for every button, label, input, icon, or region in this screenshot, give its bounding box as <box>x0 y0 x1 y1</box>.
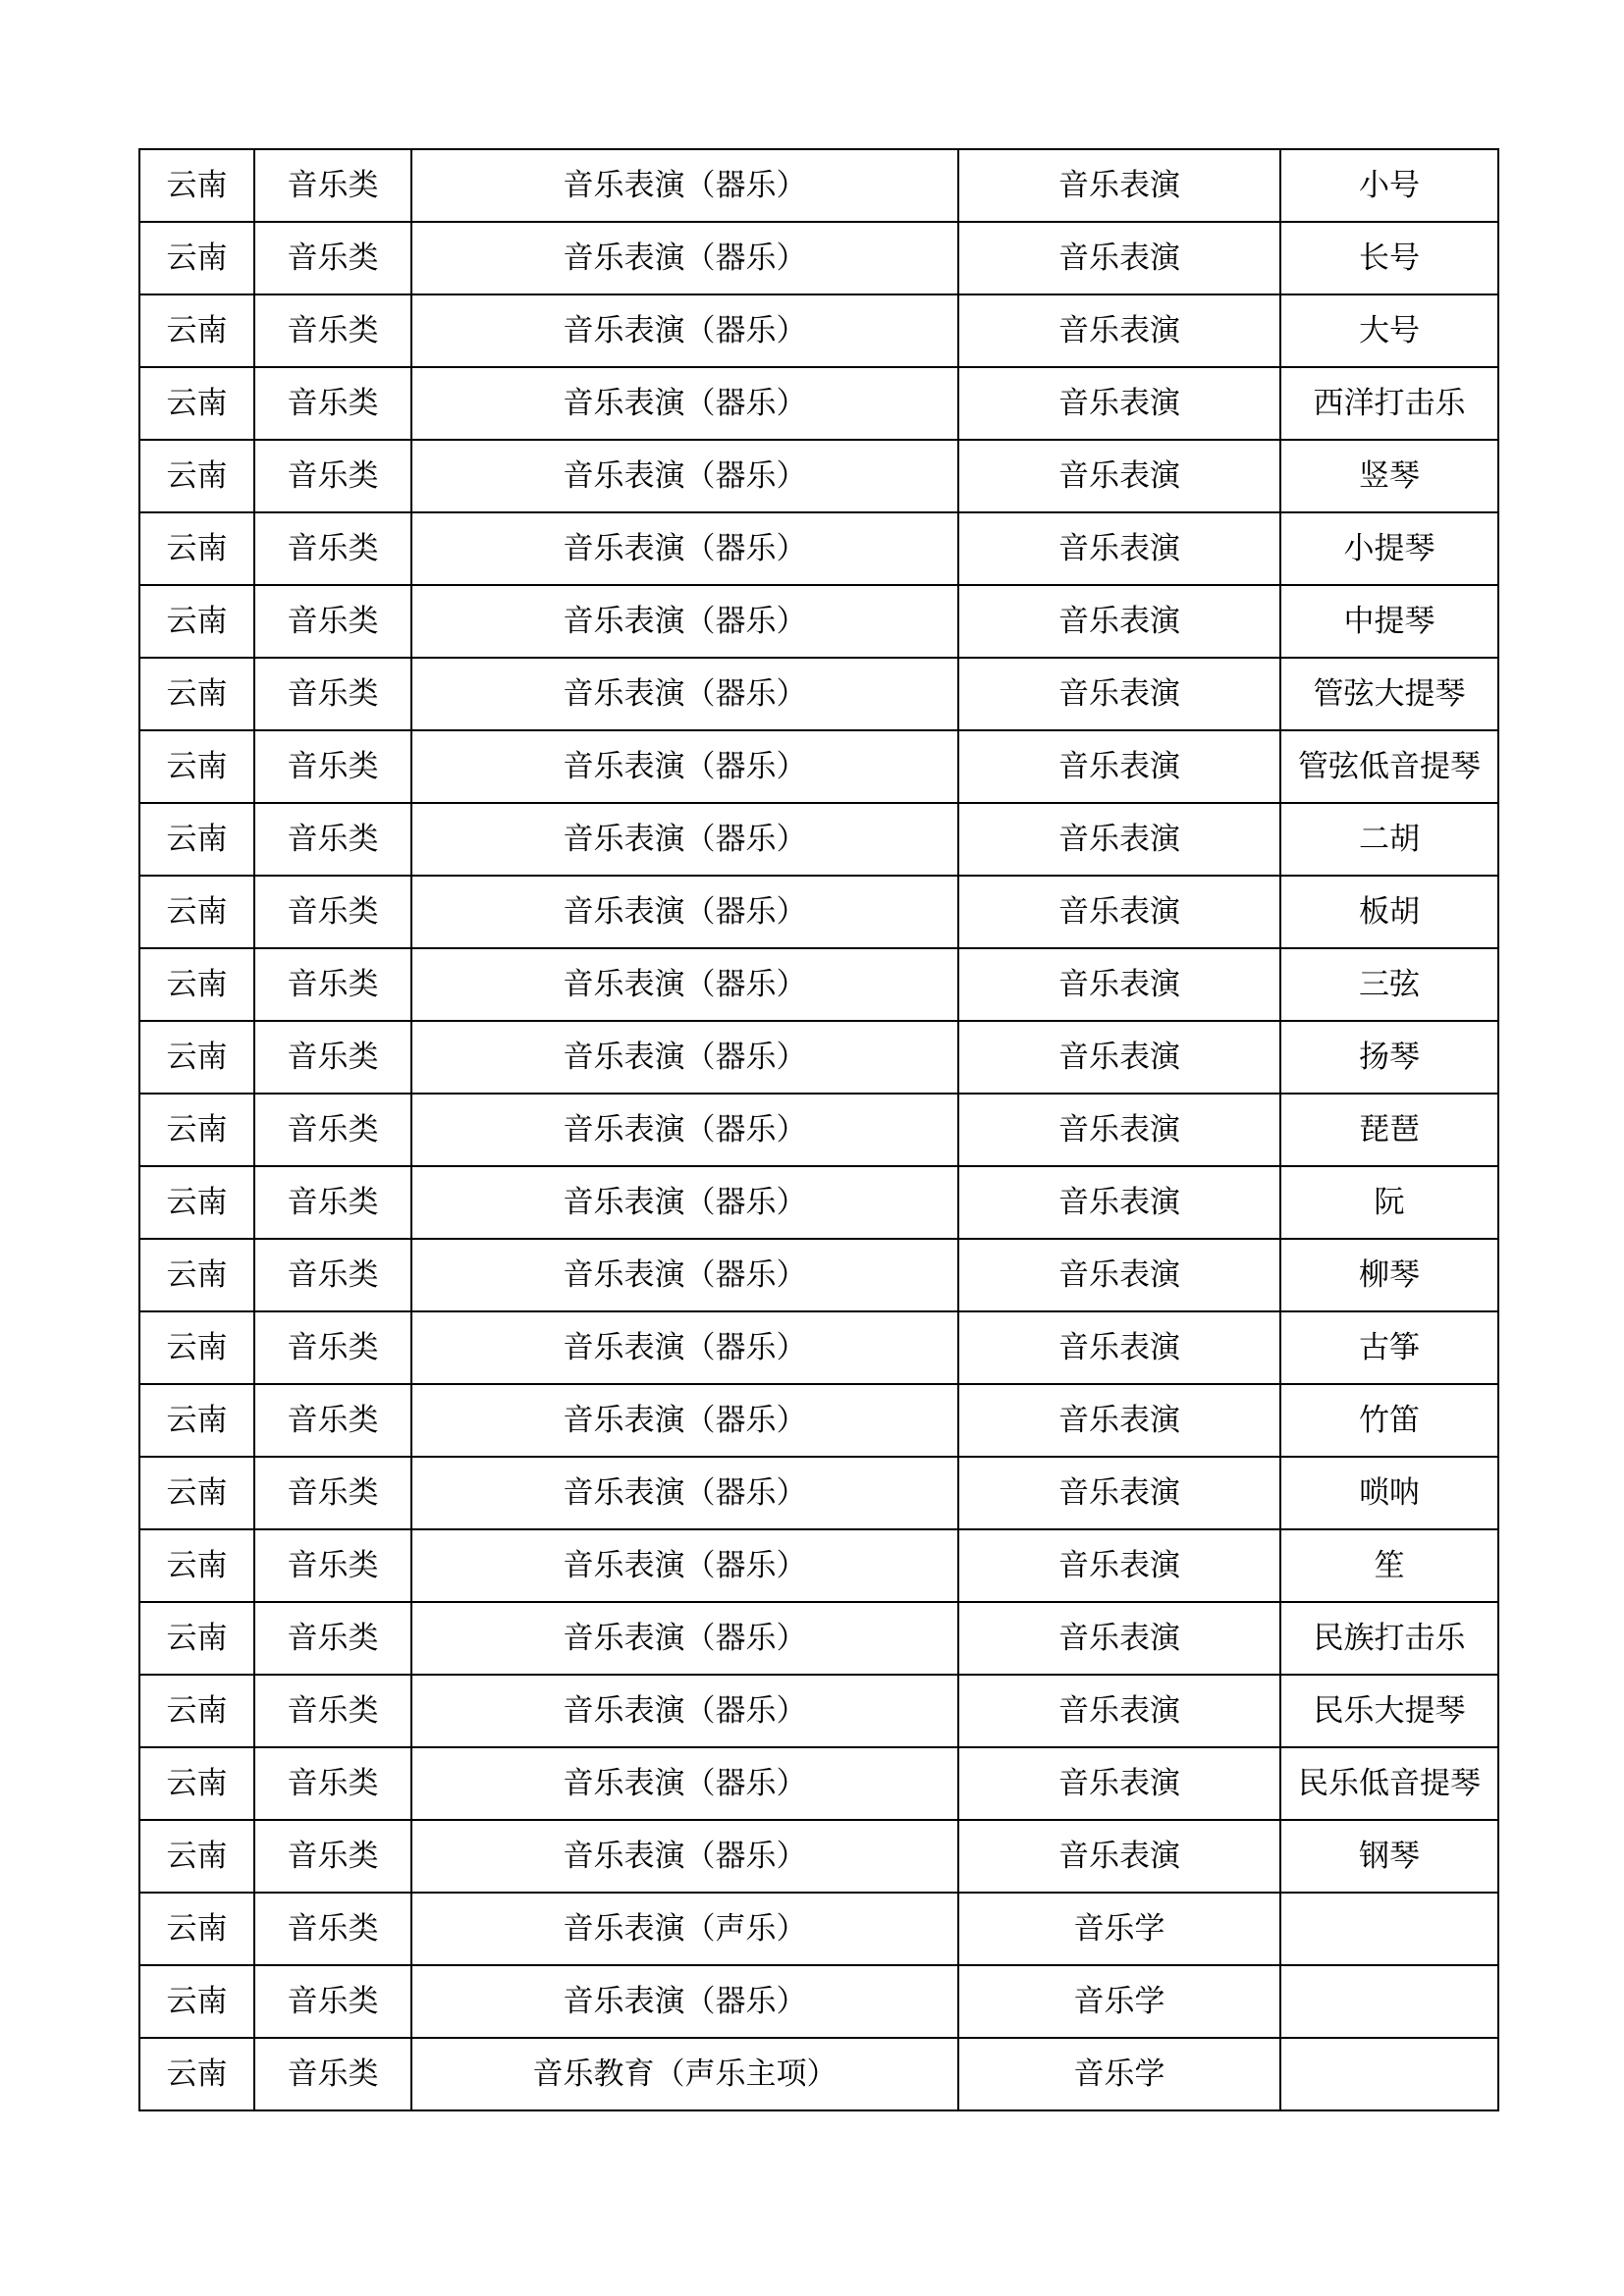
category-cell: 音乐类 <box>254 1384 411 1457</box>
province-cell: 云南 <box>139 222 254 294</box>
category-cell: 音乐类 <box>254 1820 411 1893</box>
direction-cell: 小号 <box>1280 149 1498 222</box>
table-row <box>139 876 1498 948</box>
direction-cell: 小提琴 <box>1280 512 1498 585</box>
exam-subject-cell: 音乐表演（器乐） <box>411 1239 958 1311</box>
major-cell: 音乐表演 <box>958 1311 1280 1384</box>
table-row <box>139 1311 1498 1384</box>
province-cell: 云南 <box>139 1094 254 1166</box>
category-cell: 音乐类 <box>254 1166 411 1239</box>
province-cell: 云南 <box>139 1311 254 1384</box>
province-cell: 云南 <box>139 803 254 876</box>
direction-cell: 中提琴 <box>1280 585 1498 658</box>
direction-cell: 民族打击乐 <box>1280 1602 1498 1675</box>
direction-cell: 长号 <box>1280 222 1498 294</box>
major-cell: 音乐表演 <box>958 876 1280 948</box>
category-cell: 音乐类 <box>254 367 411 440</box>
exam-subject-cell: 音乐表演（器乐） <box>411 512 958 585</box>
table-row <box>139 1457 1498 1529</box>
exam-subject-cell: 音乐表演（声乐） <box>411 1893 958 1965</box>
direction-cell: 唢呐 <box>1280 1457 1498 1529</box>
exam-subject-cell: 音乐表演（器乐） <box>411 1529 958 1602</box>
direction-cell: 竹笛 <box>1280 1384 1498 1457</box>
exam-subject-cell: 音乐表演（器乐） <box>411 149 958 222</box>
major-cell: 音乐学 <box>958 1965 1280 2038</box>
direction-cell: 琵琶 <box>1280 1094 1498 1166</box>
exam-subject-cell: 音乐表演（器乐） <box>411 1675 958 1747</box>
major-cell: 音乐表演 <box>958 512 1280 585</box>
table-row <box>139 222 1498 294</box>
province-cell: 云南 <box>139 367 254 440</box>
table-row <box>139 730 1498 803</box>
direction-cell: 二胡 <box>1280 803 1498 876</box>
province-cell: 云南 <box>139 948 254 1021</box>
category-cell: 音乐类 <box>254 1311 411 1384</box>
major-cell: 音乐表演 <box>958 1021 1280 1094</box>
category-cell: 音乐类 <box>254 1747 411 1820</box>
direction-cell: 板胡 <box>1280 876 1498 948</box>
category-cell: 音乐类 <box>254 149 411 222</box>
direction-cell: 管弦大提琴 <box>1280 658 1498 730</box>
major-cell: 音乐表演 <box>958 367 1280 440</box>
major-cell: 音乐表演 <box>958 1820 1280 1893</box>
category-cell: 音乐类 <box>254 512 411 585</box>
exam-subject-cell: 音乐表演（器乐） <box>411 294 958 367</box>
province-cell: 云南 <box>139 658 254 730</box>
province-cell: 云南 <box>139 1384 254 1457</box>
table-row <box>139 1820 1498 1893</box>
table-row <box>139 1965 1498 2038</box>
major-cell: 音乐表演 <box>958 149 1280 222</box>
exam-subject-cell: 音乐表演（器乐） <box>411 1311 958 1384</box>
direction-cell: 民乐大提琴 <box>1280 1675 1498 1747</box>
table-row <box>139 512 1498 585</box>
direction-cell: 民乐低音提琴 <box>1280 1747 1498 1820</box>
province-cell: 云南 <box>139 1457 254 1529</box>
exam-subject-cell: 音乐表演（器乐） <box>411 730 958 803</box>
table-row <box>139 658 1498 730</box>
category-cell: 音乐类 <box>254 1457 411 1529</box>
exam-subject-cell: 音乐教育（声乐主项） <box>411 2038 958 2110</box>
exam-subject-cell: 音乐表演（器乐） <box>411 1747 958 1820</box>
exam-subject-cell: 音乐表演（器乐） <box>411 948 958 1021</box>
table-row <box>139 1094 1498 1166</box>
province-cell: 云南 <box>139 1965 254 2038</box>
table-row <box>139 1602 1498 1675</box>
province-cell: 云南 <box>139 2038 254 2110</box>
province-cell: 云南 <box>139 1021 254 1094</box>
direction-cell <box>1280 2038 1498 2110</box>
province-cell: 云南 <box>139 440 254 512</box>
table-row <box>139 1384 1498 1457</box>
category-cell: 音乐类 <box>254 1675 411 1747</box>
category-cell: 音乐类 <box>254 1529 411 1602</box>
direction-cell <box>1280 1893 1498 1965</box>
province-cell: 云南 <box>139 730 254 803</box>
province-cell: 云南 <box>139 1239 254 1311</box>
table-body <box>139 149 1498 2110</box>
major-cell: 音乐表演 <box>958 585 1280 658</box>
exam-subject-cell: 音乐表演（器乐） <box>411 1094 958 1166</box>
table-row <box>139 1893 1498 1965</box>
province-cell: 云南 <box>139 876 254 948</box>
major-cell: 音乐表演 <box>958 1675 1280 1747</box>
table-row <box>139 1747 1498 1820</box>
direction-cell: 钢琴 <box>1280 1820 1498 1893</box>
category-cell: 音乐类 <box>254 1965 411 2038</box>
category-cell: 音乐类 <box>254 876 411 948</box>
province-cell: 云南 <box>139 512 254 585</box>
category-cell: 音乐类 <box>254 294 411 367</box>
exam-subject-cell: 音乐表演（器乐） <box>411 803 958 876</box>
category-cell: 音乐类 <box>254 1602 411 1675</box>
major-cell: 音乐学 <box>958 1893 1280 1965</box>
major-cell: 音乐学 <box>958 2038 1280 2110</box>
major-cell: 音乐表演 <box>958 730 1280 803</box>
exam-subject-cell: 音乐表演（器乐） <box>411 1166 958 1239</box>
exam-subject-cell: 音乐表演（器乐） <box>411 440 958 512</box>
major-cell: 音乐表演 <box>958 222 1280 294</box>
table-row <box>139 440 1498 512</box>
province-cell: 云南 <box>139 1747 254 1820</box>
category-cell: 音乐类 <box>254 948 411 1021</box>
exam-subject-cell: 音乐表演（器乐） <box>411 1820 958 1893</box>
province-cell: 云南 <box>139 1529 254 1602</box>
direction-cell: 管弦低音提琴 <box>1280 730 1498 803</box>
province-cell: 云南 <box>139 1820 254 1893</box>
province-cell: 云南 <box>139 1675 254 1747</box>
major-cell: 音乐表演 <box>958 803 1280 876</box>
major-cell: 音乐表演 <box>958 1529 1280 1602</box>
category-cell: 音乐类 <box>254 2038 411 2110</box>
major-cell: 音乐表演 <box>958 948 1280 1021</box>
exam-subject-cell: 音乐表演（器乐） <box>411 1384 958 1457</box>
table-row <box>139 1675 1498 1747</box>
province-cell: 云南 <box>139 149 254 222</box>
table-row <box>139 294 1498 367</box>
exam-subject-cell: 音乐表演（器乐） <box>411 585 958 658</box>
direction-cell: 柳琴 <box>1280 1239 1498 1311</box>
category-cell: 音乐类 <box>254 658 411 730</box>
province-cell: 云南 <box>139 1893 254 1965</box>
direction-cell <box>1280 1965 1498 2038</box>
major-cell: 音乐表演 <box>958 1747 1280 1820</box>
exam-subject-cell: 音乐表演（器乐） <box>411 1965 958 2038</box>
exam-subject-cell: 音乐表演（器乐） <box>411 367 958 440</box>
category-cell: 音乐类 <box>254 1239 411 1311</box>
table-row <box>139 1239 1498 1311</box>
exam-subject-cell: 音乐表演（器乐） <box>411 1602 958 1675</box>
majors-table <box>138 148 1499 2111</box>
direction-cell: 三弦 <box>1280 948 1498 1021</box>
category-cell: 音乐类 <box>254 803 411 876</box>
category-cell: 音乐类 <box>254 1094 411 1166</box>
major-cell: 音乐表演 <box>958 1457 1280 1529</box>
exam-subject-cell: 音乐表演（器乐） <box>411 876 958 948</box>
province-cell: 云南 <box>139 1166 254 1239</box>
table-row <box>139 1529 1498 1602</box>
table-row <box>139 367 1498 440</box>
province-cell: 云南 <box>139 294 254 367</box>
table-row <box>139 1166 1498 1239</box>
province-cell: 云南 <box>139 585 254 658</box>
exam-subject-cell: 音乐表演（器乐） <box>411 222 958 294</box>
direction-cell: 阮 <box>1280 1166 1498 1239</box>
direction-cell: 竖琴 <box>1280 440 1498 512</box>
major-cell: 音乐表演 <box>958 1384 1280 1457</box>
exam-subject-cell: 音乐表演（器乐） <box>411 1457 958 1529</box>
direction-cell: 扬琴 <box>1280 1021 1498 1094</box>
direction-cell: 西洋打击乐 <box>1280 367 1498 440</box>
major-cell: 音乐表演 <box>958 658 1280 730</box>
direction-cell: 笙 <box>1280 1529 1498 1602</box>
table-row <box>139 1021 1498 1094</box>
direction-cell: 大号 <box>1280 294 1498 367</box>
major-cell: 音乐表演 <box>958 1239 1280 1311</box>
major-cell: 音乐表演 <box>958 1166 1280 1239</box>
province-cell: 云南 <box>139 1602 254 1675</box>
table-row <box>139 803 1498 876</box>
exam-subject-cell: 音乐表演（器乐） <box>411 1021 958 1094</box>
table-row <box>139 149 1498 222</box>
major-cell: 音乐表演 <box>958 440 1280 512</box>
category-cell: 音乐类 <box>254 585 411 658</box>
exam-subject-cell: 音乐表演（器乐） <box>411 658 958 730</box>
category-cell: 音乐类 <box>254 730 411 803</box>
table-row <box>139 948 1498 1021</box>
major-cell: 音乐表演 <box>958 1602 1280 1675</box>
major-cell: 音乐表演 <box>958 1094 1280 1166</box>
category-cell: 音乐类 <box>254 1893 411 1965</box>
category-cell: 音乐类 <box>254 1021 411 1094</box>
direction-cell: 古筝 <box>1280 1311 1498 1384</box>
table-row <box>139 585 1498 658</box>
category-cell: 音乐类 <box>254 222 411 294</box>
major-cell: 音乐表演 <box>958 294 1280 367</box>
table-row <box>139 2038 1498 2110</box>
category-cell: 音乐类 <box>254 440 411 512</box>
